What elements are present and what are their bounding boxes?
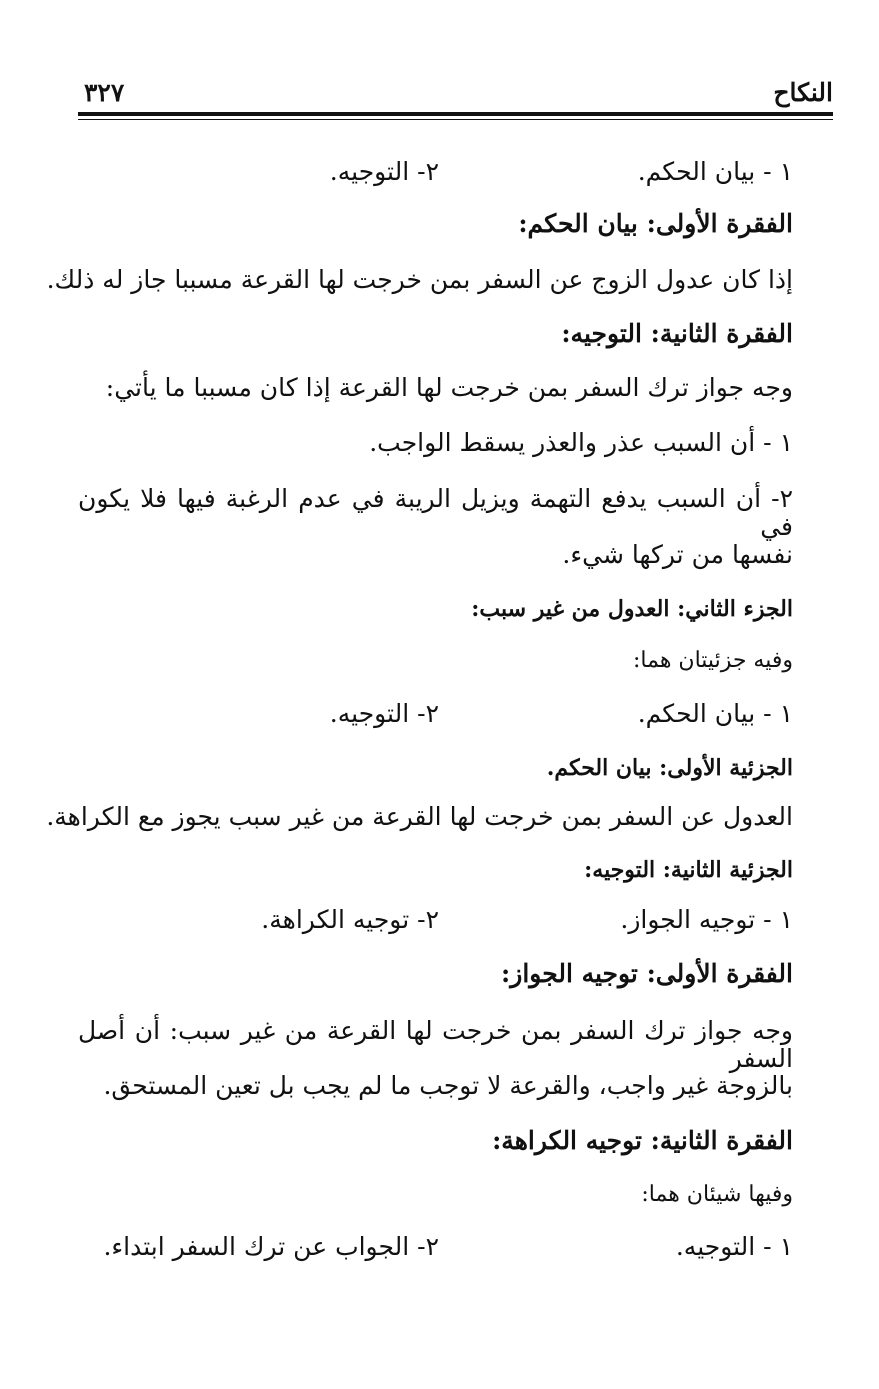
header-rule-thin <box>78 119 833 120</box>
list-item: ٢- التوجيه. <box>329 157 439 186</box>
list-item: ٢- توجيه الكراهة. <box>261 905 439 934</box>
paragraph-line: العدول عن السفر بمن خرجت لها القرعة من غير سبب يجوز مع الكراهة. <box>46 802 793 831</box>
section-heading: الفقرة الثانية: توجيه الكراهة: <box>492 1126 793 1155</box>
list-item: ١ - توجيه الجواز. <box>620 905 793 934</box>
header-rule-thick <box>78 112 833 116</box>
paragraph-line: وفيه جزئيتان هما: <box>633 648 793 673</box>
list-item: ١ - بيان الحكم. <box>637 157 793 186</box>
page-number: ٣٢٧ <box>84 78 125 107</box>
section-heading: الفقرة الثانية: التوجيه: <box>561 319 793 348</box>
part-heading: الجزء الثاني: العدول من غير سبب: <box>471 596 793 622</box>
list-item: ٢- الجواب عن ترك السفر ابتداء. <box>103 1232 439 1261</box>
section-heading: الفقرة الأولى: توجيه الجواز: <box>501 959 793 988</box>
paragraph-line: بالزوجة غير واجب، والقرعة لا توجب ما لم يجب بل تعين المستحق. <box>103 1071 793 1100</box>
chapter-title: النكاح <box>773 78 833 107</box>
paragraph-line: وجه جواز ترك السفر بمن خرجت لها القرعة من غير سبب: أن أصل السفر <box>78 1016 793 1073</box>
section-heading: الفقرة الأولى: بيان الحكم: <box>518 209 793 238</box>
list-item: ١ - أن السبب عذر والعذر يسقط الواجب. <box>369 428 793 457</box>
subsection-heading: الجزئية الثانية: التوجيه: <box>584 857 793 883</box>
list-item: ١ - التوجيه. <box>675 1232 793 1261</box>
paragraph-line: وجه جواز ترك السفر بمن خرجت لها القرعة إذا كان مسببا ما يأتي: <box>105 373 793 402</box>
list-item: ٢- التوجيه. <box>329 699 439 728</box>
paragraph-line: نفسها من تركها شيء. <box>562 540 793 569</box>
subsection-heading: الجزئية الأولى: بيان الحكم. <box>546 755 793 781</box>
list-item: ٢- أن السبب يدفع التهمة ويزيل الريبة في عدم الرغبة فيها فلا يكون في <box>78 484 793 541</box>
paragraph-line: وفيها شيئان هما: <box>641 1182 793 1207</box>
paragraph-line: إذا كان عدول الزوج عن السفر بمن خرجت لها القرعة مسببا جاز له ذلك. <box>46 265 793 294</box>
list-item: ١ - بيان الحكم. <box>637 699 793 728</box>
